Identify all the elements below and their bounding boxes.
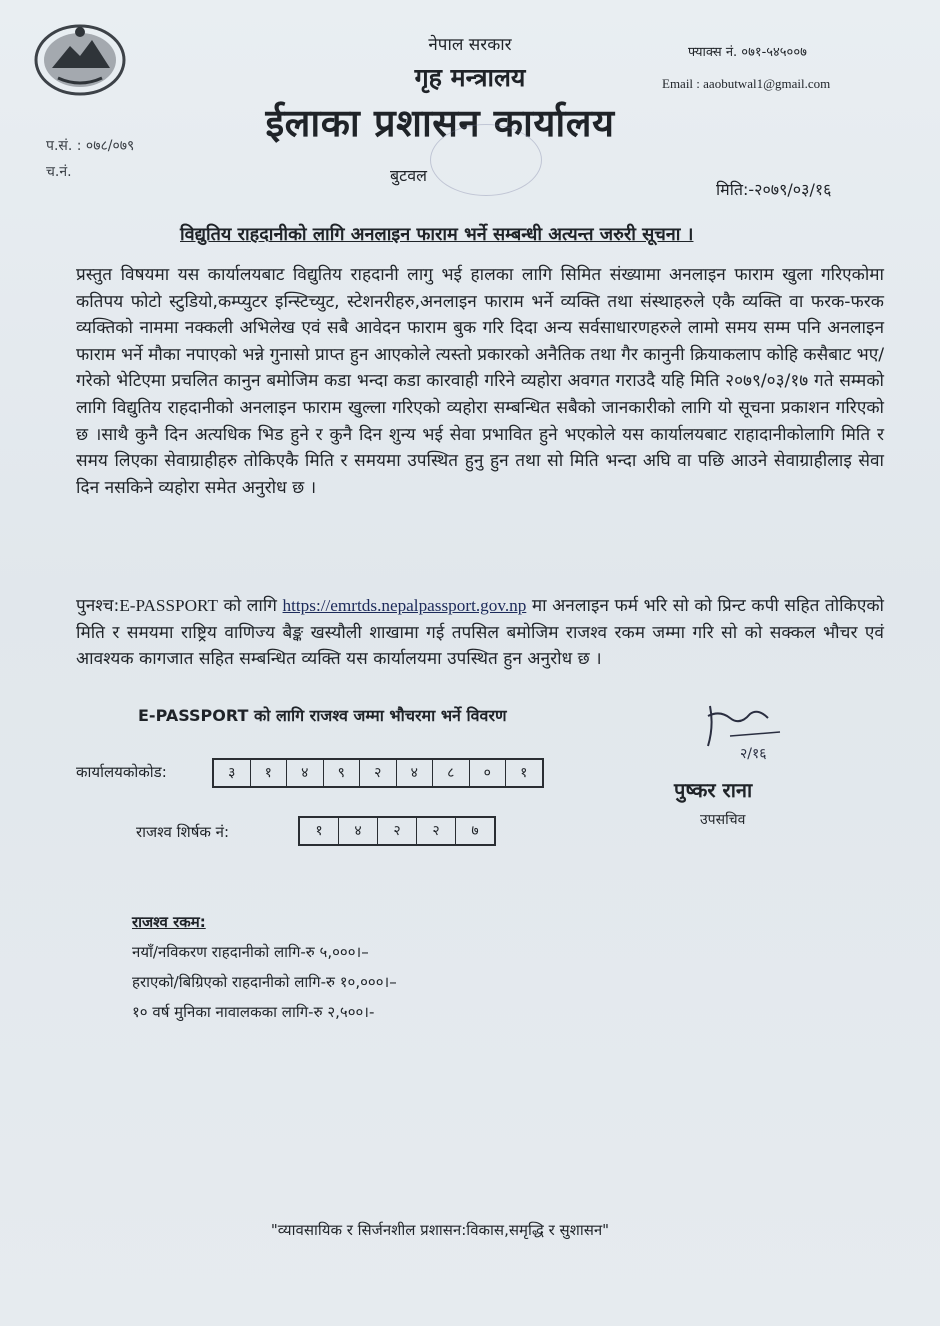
office-code-digit: १: [520, 765, 528, 781]
reference-number: प.सं. : ०७८/०७९: [46, 138, 135, 154]
fax-number: फ्याक्स नं. ०७१-५४५००७: [688, 45, 807, 60]
revenue-line-lost: हराएको/बिग्रिएको राहदानीको लागि-रु १०,०००।–: [132, 973, 397, 991]
signature-date: २/१६: [740, 746, 767, 762]
revenue-head-boxes: [298, 816, 496, 846]
office-code-digit: १: [251, 760, 288, 786]
office-name: ईलाका प्रशासन कार्यालय: [265, 101, 615, 145]
signatory-title: उपसचिव: [700, 812, 746, 828]
passport-portal-link[interactable]: https://emrtds.nepalpassport.gov.np: [282, 596, 527, 615]
office-motto: "व्यावसायिक र सिर्जनशील प्रशासन:विकास,समृद्धि र सुशासन": [270, 1221, 610, 1239]
paragraph2-after-link: मा अनलाइन फर्म भरि सो को प्रिन्ट कपी सहित तोकिएको मिति र समयमा राष्ट्रिय वाणिज्य बैङ्क खस्यौली शाखामा गई तपसिल बमोजिम राजश्व रकम जम्मा गरि सो को सक्कल भौचर एवं आवश्यक कागजात सहित सम्बन्धित व्यक्ति यस कार्यालयमा उपस्थित हुन अनुरोध छ ।: [76, 596, 884, 670]
dispatch-number: च.नं.: [46, 164, 72, 180]
email-address: Email : aaobutwal1@gmail.com: [662, 76, 831, 91]
revenue-line-new: नयाँ/नविकरण राहदानीको लागि-रु ५,०००।–: [132, 943, 369, 961]
revenue-amount-heading: राजश्व रकम:: [132, 913, 206, 931]
revenue-head-label: राजश्व शिर्षक नं:: [136, 823, 230, 841]
notice-subject: विद्युतिय राहदानीको लागि अनलाइन फाराम भर्ने सम्बन्धी अत्यन्त जरुरी सूचना ।: [180, 224, 694, 245]
paragraph2-before-link: को लागि: [217, 596, 283, 616]
signatory-name: पुष्कर राना: [674, 778, 753, 802]
office-code-digit: ३: [214, 760, 251, 786]
office-code-digit: २: [360, 760, 397, 786]
epassport-label: E-PASSPORT: [119, 596, 218, 615]
office-code-boxes: [212, 758, 544, 788]
ministry-name: गृह मन्त्रालय: [414, 63, 526, 92]
office-stamp: [430, 124, 542, 196]
revenue-head-digit: ७: [471, 823, 479, 839]
revenue-head-digit: २: [378, 818, 417, 844]
notice-paragraph-2: [76, 593, 884, 673]
postscript-lead: पुनश्च:: [76, 596, 120, 616]
office-code-digit: ८: [433, 760, 470, 786]
office-place: बुटवल: [390, 166, 427, 185]
government-name: नेपाल सरकार: [428, 35, 512, 55]
notice-date: मिति:-२०७९/०३/१६: [716, 180, 832, 199]
office-code-label: कार्यालयकोकोड:: [76, 763, 167, 781]
office-code-digit: ९: [324, 760, 361, 786]
notice-paragraph-1: प्रस्तुत विषयमा यस कार्यालयबाट विद्युतिय राहदानी लागु भई हालका लागि सिमित संख्यामा अनलाइन फाराम खुला गरिएकोमा कतिपय फोटो स्टुडियो,कम्प्युटर इन्स्टिच्युट, स्टेशनरीहरु,अनलाइन फाराम भर्ने व्यक्ति तथा संस्थाहरुले एकै व्यक्ति वा फरक-फरक व्यक्तिको नाममा नक्कली अभिलेख एवं सबै आवेदन फाराम बुक गरि दिदा अन्य सर्वसाधारणहरुले लामो समय सम्म पनि अनलाइन फाराम भर्ने मौका नपाएको भन्ने गुनासो प्राप्त हुन आएकोले त्यस्तो प्रकारको अनैतिक तथा गैर कानुनी क्रियाकलाप कोहि कसैबाट भए/गरेको भेटिएमा प्रचलित कानुन बमोजिम कडा भन्दा कडा कारवाही गरिने व्यहोरा अवगत गराउदै यहि मिति २०७९/०३/१७ गते सम्मको लागि विद्युतिय राहदानीको अनलाइन फाराम खुल्ला गरिएको व्यहोरा सम्बन्धित सबैको जानकारीको लागि यो सूचना प्रकाशन गरिएको छ ।साथै कुनै दिन अत्यधिक भिड हुने र कुनै दिन शुन्य भई सेवा प्रभावित हुने भएकोले यस कार्यालयबाट राहादानीकोलागि मिति र समय लिएका सेवाग्राहीहरु तोकिएकै मिति र समयमा उपस्थित हुनु हुन तथा सो मिति भन्दा अघि वा पछि आउने सेवाग्राहीलाइ सेवा दिन नसकिने व्यहोरा समेत अनुरोध छ ।: [76, 265, 884, 498]
signature-mark: [700, 696, 790, 766]
revenue-head-digit: २: [417, 818, 456, 844]
voucher-heading: E-PASSPORT को लागि राजश्व जम्मा भौचरमा भर्ने विवरण: [138, 706, 507, 725]
revenue-head-digit: १: [300, 818, 339, 844]
revenue-line-minor: १० वर्ष मुनिका नावालकका लागि-रु २,५००।-: [132, 1003, 375, 1021]
office-code-digit: ०: [470, 760, 507, 786]
office-code-digit: ४: [397, 760, 434, 786]
revenue-head-digit: ४: [339, 818, 378, 844]
office-code-digit: ४: [287, 760, 324, 786]
